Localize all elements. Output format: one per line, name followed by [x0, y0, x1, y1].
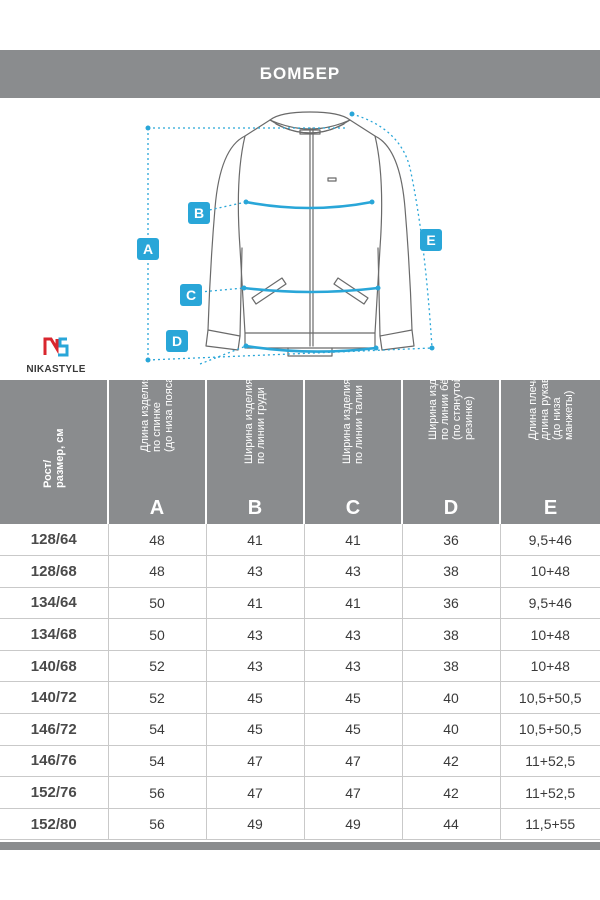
size-cell: 140/72 — [0, 682, 108, 714]
measurement-cell: 41 — [304, 587, 402, 619]
column-header-text: по линии бёдер — [439, 359, 451, 440]
label-d: D — [166, 330, 188, 352]
measurement-cell: 56 — [108, 808, 206, 840]
measurement-cell: 10+48 — [500, 650, 600, 682]
table-header-row — [0, 380, 600, 524]
size-cell: 146/72 — [0, 714, 108, 746]
measurement-cell: 10,5+50,5 — [500, 682, 600, 714]
column-header-text: Ширина изделия — [341, 378, 353, 464]
measurement-cell: 38 — [402, 650, 500, 682]
column-header-text: (до низа — [550, 397, 563, 440]
measurement-cell: 43 — [304, 556, 402, 588]
measurement-cell: 41 — [304, 524, 402, 556]
size-cell: 128/64 — [0, 524, 108, 556]
label-a: A — [137, 238, 159, 260]
measurement-cell: 43 — [206, 650, 304, 682]
measurement-cell: 38 — [402, 556, 500, 588]
table-row — [0, 524, 600, 556]
bottom-bar — [0, 842, 600, 850]
measurement-cell: 36 — [402, 524, 500, 556]
measurement-cell: 47 — [206, 777, 304, 809]
column-letter: E — [543, 497, 558, 519]
column-header — [500, 365, 600, 524]
measurement-cell: 50 — [108, 587, 206, 619]
size-cell: 152/80 — [0, 808, 108, 840]
measurement-cell: 43 — [304, 619, 402, 651]
size-cell: 152/76 — [0, 777, 108, 809]
measurement-cell: 45 — [304, 714, 402, 746]
table-row — [0, 777, 600, 809]
measurement-cell: 40 — [402, 682, 500, 714]
column-header-text: по линии талии — [353, 385, 365, 464]
column-header — [206, 380, 304, 524]
column-letter: C — [345, 497, 361, 519]
table-row — [0, 587, 600, 619]
measurement-cell: 48 — [108, 556, 206, 588]
measurement-cell: 11+52,5 — [500, 777, 600, 809]
label-e: E — [420, 229, 442, 251]
measurement-cell: 11,5+55 — [500, 808, 600, 840]
column-letter: A — [149, 497, 165, 519]
table-row — [0, 556, 600, 588]
table-row — [0, 682, 600, 714]
column-header-text: размер, см — [53, 428, 66, 488]
measurement-cell: 41 — [206, 524, 304, 556]
column-header — [108, 372, 206, 524]
measurement-cell: 40 — [402, 714, 500, 746]
size-cell: 134/68 — [0, 619, 108, 651]
measurement-cell: 54 — [108, 714, 206, 746]
column-letter: D — [443, 497, 459, 519]
column-header-text: по линии груди — [255, 387, 267, 464]
column-header — [0, 380, 108, 524]
measurement-cell: 43 — [206, 556, 304, 588]
measurement-cell: 11+52,5 — [500, 745, 600, 777]
column-header — [304, 380, 402, 524]
measurement-cell: 50 — [108, 619, 206, 651]
ns-logo-icon — [43, 335, 69, 357]
measurement-cell: 38 — [402, 619, 500, 651]
column-letter: B — [247, 497, 263, 519]
measurement-cell: 9,5+46 — [500, 524, 600, 556]
table-row — [0, 745, 600, 777]
table-body — [0, 524, 600, 840]
column-header-text: Длина плеча + — [526, 365, 539, 440]
measurement-cell: 45 — [206, 714, 304, 746]
size-cell: 140/68 — [0, 650, 108, 682]
column-header-text: резинке) — [463, 396, 475, 440]
measurement-cell: 56 — [108, 777, 206, 809]
measurement-cell: 54 — [108, 745, 206, 777]
measurement-cell: 42 — [402, 745, 500, 777]
column-header-text: манжеты) — [562, 390, 575, 440]
table-row — [0, 808, 600, 840]
column-header-text: Ширина изделия — [243, 378, 255, 464]
measurement-cell: 43 — [304, 650, 402, 682]
brand-name: NIKASTYLE — [26, 364, 86, 375]
column-header-text: Ширина изделия — [427, 354, 439, 440]
column-header-text: длина рукава — [538, 371, 551, 440]
page-title: БОМБЕР — [0, 50, 600, 98]
measurement-cell: 44 — [402, 808, 500, 840]
measurement-cell: 52 — [108, 650, 206, 682]
measurement-cell: 10,5+50,5 — [500, 714, 600, 746]
measurement-cell: 36 — [402, 587, 500, 619]
table-row — [0, 619, 600, 651]
measurement-cell: 45 — [304, 682, 402, 714]
measurement-cell: 45 — [206, 682, 304, 714]
measurement-cell: 47 — [206, 745, 304, 777]
table-row — [0, 650, 600, 682]
measurement-cell: 10+48 — [500, 556, 600, 588]
measurement-cell: 10+48 — [500, 619, 600, 651]
table-row — [0, 714, 600, 746]
measurement-cell: 41 — [206, 587, 304, 619]
label-c: C — [180, 284, 202, 306]
measurement-cell: 43 — [206, 619, 304, 651]
column-header-text: по спинке — [151, 402, 163, 452]
measurement-cell: 47 — [304, 777, 402, 809]
measurement-cell: 49 — [304, 808, 402, 840]
measurement-cell: 48 — [108, 524, 206, 556]
measurement-cell: 47 — [304, 745, 402, 777]
column-header-text: Длина изделия — [139, 375, 151, 452]
measurement-cell: 42 — [402, 777, 500, 809]
measurement-cell: 49 — [206, 808, 304, 840]
size-cell: 146/76 — [0, 745, 108, 777]
label-b: B — [188, 202, 210, 224]
size-cell: 128/68 — [0, 556, 108, 588]
column-header-text: Рост/ — [41, 459, 54, 488]
measurement-cell: 52 — [108, 682, 206, 714]
column-header-text: (по стянутой — [451, 375, 463, 440]
column-header — [402, 354, 500, 524]
column-header-text: (до низа пояса) — [163, 372, 175, 452]
brand-logo — [6, 335, 106, 375]
size-cell: 134/64 — [0, 587, 108, 619]
measurement-cell: 9,5+46 — [500, 587, 600, 619]
